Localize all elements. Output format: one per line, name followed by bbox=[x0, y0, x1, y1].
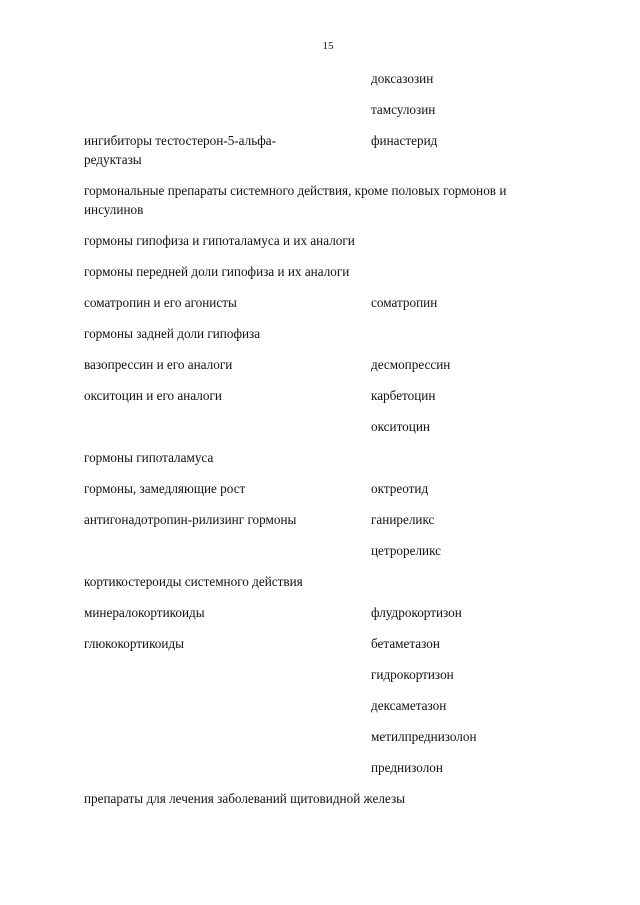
table-row bbox=[84, 417, 564, 436]
table-row bbox=[84, 231, 564, 250]
drug-name: гидрокортизон bbox=[371, 667, 454, 682]
drug-name: карбетоцин bbox=[371, 388, 436, 403]
drug-name: флудрокортизон bbox=[371, 605, 462, 620]
drug-name: соматропин bbox=[371, 295, 438, 310]
document-content bbox=[84, 69, 564, 820]
section-heading: кортикостероиды системного действия bbox=[84, 574, 303, 589]
drug-name: финастерид bbox=[371, 133, 438, 148]
table-row bbox=[84, 69, 564, 88]
table-row bbox=[84, 696, 564, 715]
section-heading: препараты для лечения заболеваний щитовидной железы bbox=[84, 791, 406, 806]
category-label: минералокортикоиды bbox=[84, 605, 205, 620]
table-row bbox=[84, 100, 564, 119]
drug-name: тамсулозин bbox=[371, 102, 436, 117]
section-heading: гормоны передней доли гипофиза и их аналоги bbox=[84, 264, 350, 279]
table-row bbox=[84, 541, 564, 560]
drug-name: метилпреднизолон bbox=[371, 729, 477, 744]
table-row bbox=[84, 293, 564, 312]
drug-name: окситоцин bbox=[371, 419, 430, 434]
table-row bbox=[84, 758, 564, 777]
table-row bbox=[84, 634, 564, 653]
table-row bbox=[84, 479, 564, 498]
category-label: глюкокортикоиды bbox=[84, 636, 185, 651]
table-row bbox=[84, 262, 564, 281]
table-row bbox=[84, 665, 564, 684]
table-row bbox=[84, 572, 564, 591]
drug-name: цетрореликс bbox=[371, 543, 442, 558]
category-label: вазопрессин и его аналоги bbox=[84, 357, 233, 372]
section-heading: гормоны гипофиза и гипоталамуса и их аналоги bbox=[84, 233, 355, 248]
section-heading: гормоны задней доли гипофиза bbox=[84, 326, 261, 341]
drug-name: октреотид bbox=[371, 481, 429, 496]
table-row bbox=[84, 727, 564, 746]
drug-name: преднизолон bbox=[371, 760, 443, 775]
category-label: гормоны, замедляющие рост bbox=[84, 481, 246, 496]
table-row bbox=[84, 510, 564, 529]
drug-name: бетаметазон bbox=[371, 636, 440, 651]
category-label: ингибиторы тестостерон-5-альфа-редуктазы bbox=[84, 133, 277, 167]
table-row bbox=[84, 789, 564, 808]
table-row bbox=[84, 355, 564, 374]
category-label: окситоцин и его аналоги bbox=[84, 388, 222, 403]
category-label: антигонадотропин-рилизинг гормоны bbox=[84, 512, 297, 527]
drug-name: дексаметазон bbox=[371, 698, 447, 713]
drug-name: ганиреликс bbox=[371, 512, 435, 527]
table-row bbox=[84, 324, 564, 343]
table-row bbox=[84, 131, 564, 169]
table-row bbox=[84, 448, 564, 467]
drug-name: десмопрессин bbox=[371, 357, 451, 372]
section-heading: гормональные препараты системного действия, кроме половых гормонов и инсулинов bbox=[84, 183, 507, 217]
table-row bbox=[84, 386, 564, 405]
page-number: 15 bbox=[322, 40, 334, 52]
section-heading: гормоны гипоталамуса bbox=[84, 450, 214, 465]
category-label: соматропин и его агонисты bbox=[84, 295, 237, 310]
table-row bbox=[84, 181, 564, 219]
drug-name: доксазозин bbox=[371, 71, 434, 86]
table-row bbox=[84, 603, 564, 622]
